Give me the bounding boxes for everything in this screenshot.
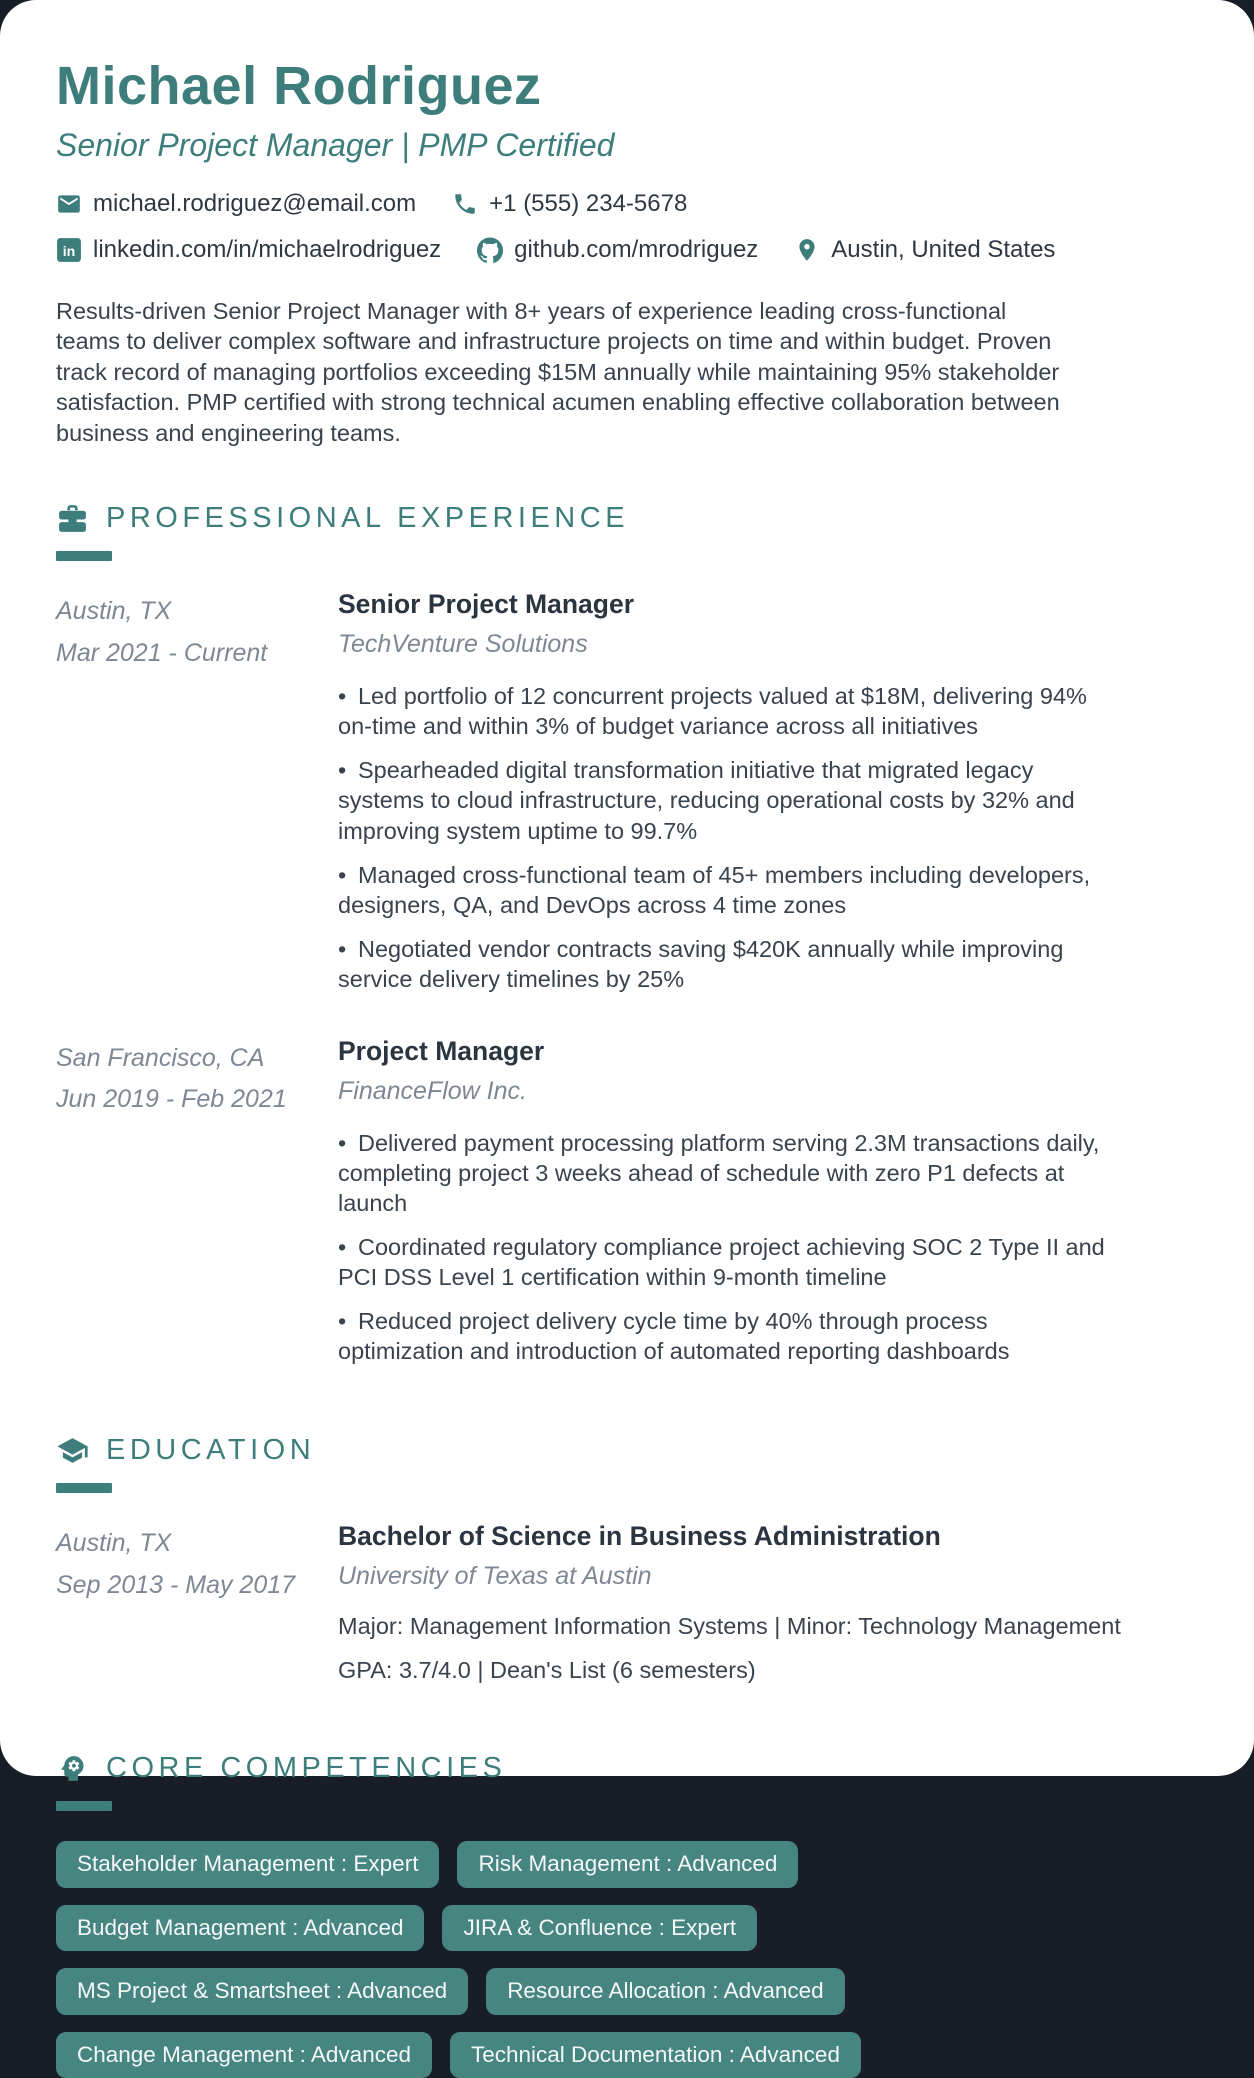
education-dates: Sep 2013 - May 2017 <box>56 1570 296 1599</box>
skill-pill: Change Management : Advanced <box>56 2032 432 2078</box>
section-title-competencies: CORE COMPETENCIES <box>106 1752 507 1785</box>
section-header-competencies <box>56 1752 1184 1785</box>
skill-pill: Risk Management : Advanced <box>457 1841 798 1888</box>
graduation-cap-icon <box>56 1434 89 1467</box>
job-company: FinanceFlow Inc. <box>338 1076 527 1105</box>
contact-linkedin-text: linkedin.com/in/michaelrodriguez <box>93 235 442 263</box>
skill-pills <box>56 1841 1184 2078</box>
contact-linkedin[interactable] <box>56 236 441 264</box>
job-location: San Francisco, CA <box>56 1043 265 1072</box>
skill-pill: MS Project & Smartsheet : Advanced <box>56 1968 468 2015</box>
contact-location-text: Austin, United States <box>831 235 1056 263</box>
job-bullet: • Reduced project delivery cycle time by 40% through process optimization and introduction of automated reporting dashboards <box>338 1306 1113 1366</box>
education-meta <box>56 1521 338 1698</box>
education-details <box>338 1611 1184 1685</box>
skill-pill: JIRA & Confluence : Expert <box>442 1905 757 1952</box>
section-education <box>56 1434 1184 1698</box>
job-bullet: • Led portfolio of 12 concurrent projects valued at $18M, delivering 94% on-time and within 3% of budget variance across all initiatives <box>338 681 1113 741</box>
education-body <box>338 1521 1184 1698</box>
job-bullet: • Managed cross-functional team of 45+ members including developers, designers, QA, and DevOps across 4 time zones <box>338 860 1113 920</box>
contact-phone[interactable] <box>452 190 687 218</box>
head-brain-icon <box>56 1752 89 1785</box>
github-icon <box>477 237 503 263</box>
job-bullets <box>338 681 1113 994</box>
job-body <box>338 1036 1184 1380</box>
phone-icon <box>452 191 478 217</box>
contact-github-text: github.com/mrodriguez <box>514 235 759 263</box>
job-bullet: • Delivered payment processing platform serving 2.3M transactions daily, completing project 3 weeks ahead of schedule with zero P1 defects at launch <box>338 1128 1113 1218</box>
job-role: Project Manager <box>338 1035 545 1066</box>
section-title-experience: PROFESSIONAL EXPERIENCE <box>106 502 630 535</box>
education-location: Austin, TX <box>56 1529 172 1558</box>
contact-bar <box>56 190 1076 264</box>
job-bullet: • Spearheaded digital transformation initiative that migrated legacy systems to cloud infrastructure, reducing operational costs by 32% and improving system uptime to 99.7% <box>338 755 1113 845</box>
job-dates: Jun 2019 - Feb 2021 <box>56 1085 287 1114</box>
education-gpa: GPA: 3.7/4.0 | Dean's List (6 semesters) <box>338 1656 756 1683</box>
summary-text: Results-driven Senior Project Manager with 8+ years of experience leading cross-functional teams to deliver complex software and infrastructure projects on time and within budget. Proven track record of managing portfolios exceeding $15M annually while maintaining 95% stakeholder satisfaction. PMP certified with strong technical acumen enabling effective collaboration between business and engineering teams. <box>56 297 1060 446</box>
job-bullet: • Negotiated vendor contracts saving $420K annually while improving service delivery timelines by 25% <box>338 934 1113 994</box>
job-dates: Mar 2021 - Current <box>56 638 268 667</box>
contact-github[interactable] <box>477 236 758 264</box>
candidate-name: Michael Rodriguez <box>56 56 542 116</box>
skill-pill: Stakeholder Management : Expert <box>56 1841 439 1888</box>
contact-email-text: michael.rodriguez@email.com <box>93 189 417 217</box>
job-entry <box>56 589 1184 1008</box>
candidate-headline: Senior Project Manager | PMP Certified <box>56 126 615 163</box>
job-body <box>338 589 1184 1008</box>
skill-pill: Resource Allocation : Advanced <box>486 1968 844 2015</box>
svg-text:in: in <box>62 242 76 259</box>
job-company: TechVenture Solutions <box>338 630 588 659</box>
section-experience <box>56 502 1184 1380</box>
section-competencies <box>56 1752 1184 2078</box>
section-title-education: EDUCATION <box>106 1434 316 1467</box>
briefcase-icon <box>56 502 89 535</box>
education-degree: Bachelor of Science in Business Administration <box>338 1521 941 1552</box>
job-entry <box>56 1036 1184 1380</box>
contact-phone-text: +1 (555) 234-5678 <box>489 189 688 217</box>
section-header-experience <box>56 502 1184 535</box>
contact-email[interactable] <box>56 190 416 218</box>
job-meta <box>56 1036 338 1380</box>
contact-location[interactable] <box>794 236 1055 264</box>
education-school: University of Texas at Austin <box>338 1562 652 1591</box>
education-entry <box>56 1521 1184 1698</box>
job-location: Austin, TX <box>56 597 172 626</box>
section-header-education <box>56 1434 1184 1467</box>
job-meta <box>56 589 338 1008</box>
job-role: Senior Project Manager <box>338 589 635 620</box>
section-underline <box>56 551 112 561</box>
email-icon <box>56 191 82 217</box>
job-bullets <box>338 1128 1113 1367</box>
section-underline <box>56 1483 112 1493</box>
section-underline <box>56 1801 112 1811</box>
job-bullet: • Coordinated regulatory compliance project achieving SOC 2 Type II and PCI DSS Level 1 certification within 9-month timeline <box>338 1232 1113 1292</box>
education-major: Major: Management Information Systems | Minor: Technology Management <box>338 1613 1121 1640</box>
skill-pill: Budget Management : Advanced <box>56 1905 424 1952</box>
skill-pill: Technical Documentation : Advanced <box>450 2032 861 2078</box>
location-pin-icon <box>794 237 820 263</box>
linkedin-icon <box>56 237 82 263</box>
